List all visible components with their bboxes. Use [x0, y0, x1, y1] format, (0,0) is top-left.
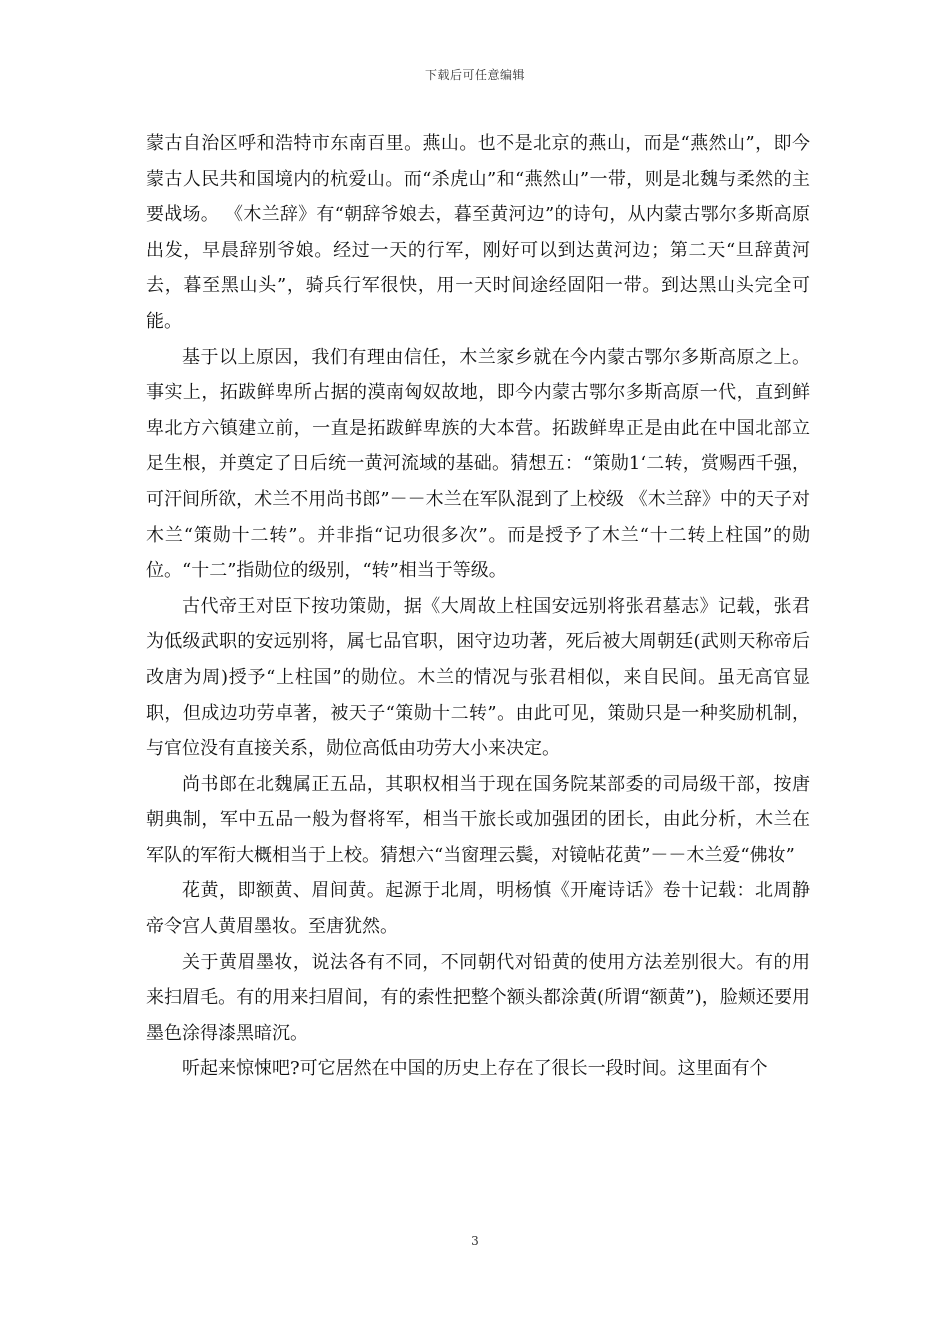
- paragraph-4: 尚书郎在北魏属正五品，其职权相当于现在国务院某部委的司局级干部，按唐朝典制，军中五品一般为督将军，相当干旅长或加强团的团长，由此分析，木兰在军队的军衔大概相当于上校。猜想六“当窗理云鬓，对镜帖花黄”－－木兰爱“佛妆”: [146, 773, 810, 866]
- paragraph-6: 关于黄眉墨妆，说法各有不同，不同朝代对铅黄的使用方法差别很大。有的用来扫眉毛。有的用来扫眉间，有的索性把整个额头都涂黄(所谓“额黄”)，脸颊还要用墨色涂得漆黑暗沉。: [146, 951, 810, 1044]
- paragraph-2: 基于以上原因，我们有理由信任，木兰家乡就在今内蒙古鄂尔多斯高原之上。事实上，拓跋鲜卑所占据的漠南匈奴故地，即今内蒙古鄂尔多斯高原一代，直到鲜卑北方六镇建立前，一直是拓跋鲜卑族的大本营。拓跋鲜卑正是由此在中国北部立足生根，并奠定了日后统一黄河流域的基础。猜想五：“策勋1‘二转，赏赐西千强，可汗间所欲，术兰不用尚书郎”－－木兰在军队混到了上校级 《木兰辞》中的天子对木兰“策勋十二转”。并非指“记功很多次”。而是授予了木兰“十二转上柱国”的勋位。“十二”指勋位的级别，“转”相当于等级。: [146, 346, 810, 582]
- document-body: [146, 126, 810, 1087]
- page-header: 下载后可任意编辑: [424, 68, 525, 82]
- paragraph-7: 听起来惊悚吧?可它居然在中国的历史上存在了很长一段时间。这里面有个: [182, 1058, 768, 1080]
- paragraph-5: 花黄，即额黄、眉间黄。起源于北周，明杨慎《开庵诗话》卷十记载：北周静帝令宫人黄眉墨妆。至唐犹然。: [146, 880, 810, 938]
- paragraph-1: 蒙古自治区呼和浩特市东南百里。燕山。也不是北京的燕山，而是“燕然山”，即今蒙古人民共和国境内的杭爱山。而“杀虎山”和“燕然山”一带，则是北魏与柔然的主要战场。 《木兰辞》有“朝辞爷娘去，暮至黄河边”的诗句，从内蒙古鄂尔多斯高原出发，早晨辞别爷娘。经过一天的行军，刚好可以到达黄河边；第二天“旦辞黄河去，暮至黑山头”，骑兵行军很快，用一天时间途经固阳一带。到达黑山头完全可能。: [146, 133, 810, 332]
- paragraph-3: 古代帝王对臣下按功策勋，据《大周故上柱国安远别将张君墓志》记载，张君为低级武职的安远别将，属七品官职，困守边功著，死后被大周朝廷(武则天称帝后改唐为周)授予“上柱国”的勋位。木兰的情况与张君相似，来自民间。虽无高官显职，但成边功劳卓著，被天子“策勋十二转”。由此可见，策勋只是一种奖励机制，与官位没有直接关系，勋位高低由功劳大小来决定。: [146, 595, 810, 760]
- page-number: 3: [471, 1234, 479, 1248]
